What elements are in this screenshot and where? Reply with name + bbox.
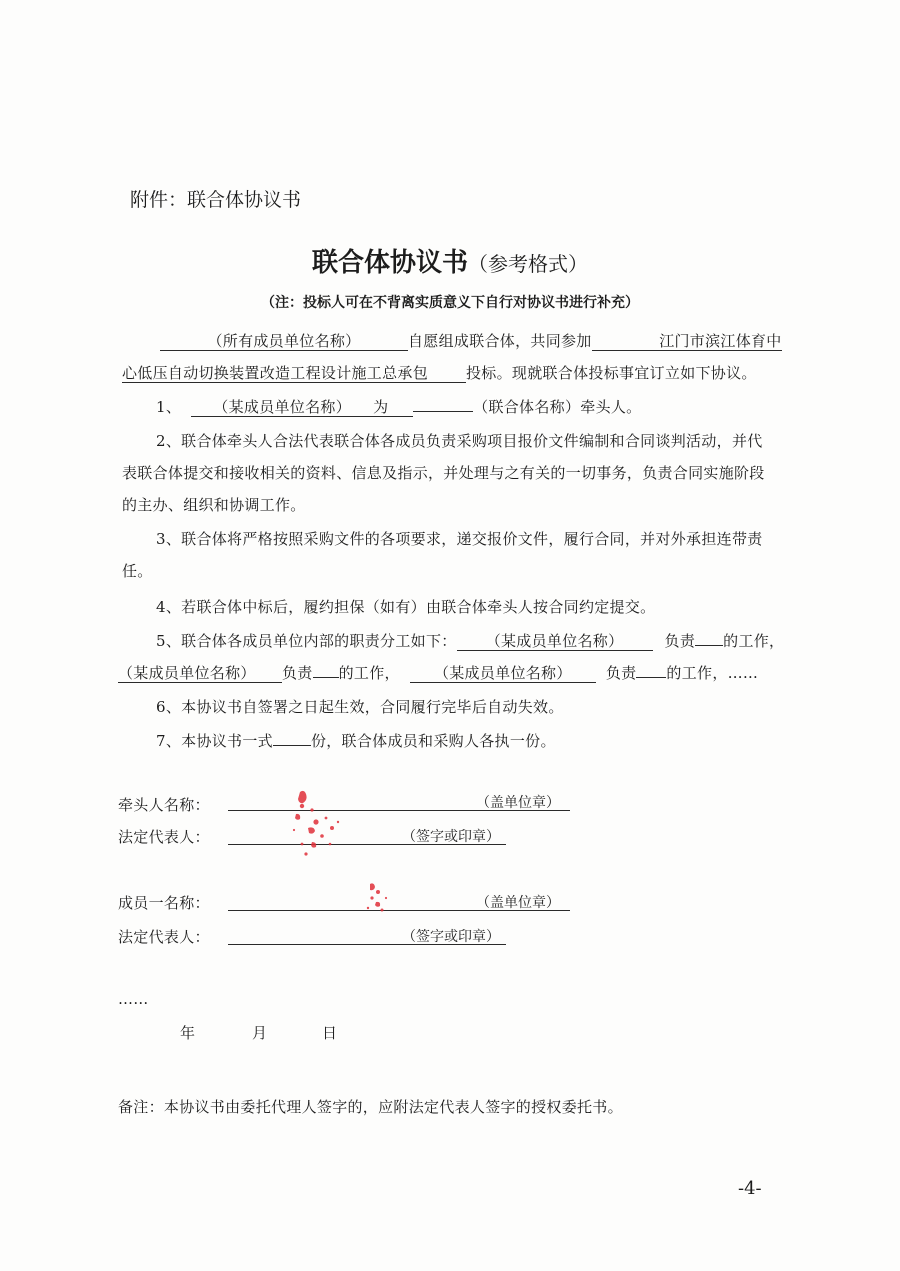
lead-legal-rep-line: [228, 826, 506, 845]
member1-name-label: 成员一名称：: [118, 894, 210, 912]
duty-member-3: （某成员单位名称）: [410, 665, 596, 683]
duty-work-1: 的工作，: [723, 632, 785, 650]
page-number: -4-: [738, 1178, 762, 1199]
consortium-placeholder: （联合体名称）: [473, 398, 581, 416]
project-name-part-2: 心低压自动切换装置改造工程设计施工总承包: [122, 365, 466, 383]
duty-responsible-1: 负责: [664, 632, 696, 650]
date-month: 月: [252, 1024, 268, 1042]
clause-1: [156, 396, 641, 417]
clause-5-lead: 5、联合体各成员单位内部的职责分工如下：: [156, 632, 457, 650]
duty-responsible-3: 负责: [605, 664, 637, 682]
lead-seal-hint: （盖单位章）: [476, 795, 560, 811]
lead-legal-rep-label: 法定代表人：: [118, 828, 210, 846]
clause-6: 6、本协议书自签署之日起生效，合同履行完毕后自动失效。: [156, 698, 564, 716]
duty-ellipsis: ……: [727, 664, 759, 682]
lead-member-placeholder: （某成员单位名称）: [191, 399, 373, 417]
duty-work-2: 的工作，: [338, 664, 400, 682]
intro-text-1: 自愿组成联合体，共同参加: [408, 332, 592, 350]
title-note: （注：投标人可在不背离实质意义下自行对协议书进行补充）: [261, 295, 639, 311]
member1-legal-rep-line: [228, 926, 506, 945]
intro-line-2: [122, 362, 757, 383]
clause-1-num: 1、: [156, 398, 182, 416]
clause-3-line-1: 3、联合体将严格按照采购文件的各项要求，递交报价文件，履行合同，并对外承担连带责: [156, 530, 763, 548]
duty-member-2: （某成员单位名称）: [118, 665, 282, 683]
more-signatures-ellipsis: ……: [118, 990, 149, 1008]
lead-name-label: 牵头人名称：: [118, 796, 210, 814]
clause-2-line-1: 2、联合体牵头人合法代表联合体各成员负责采购项目报价文件编制和合同谈判活动，并代: [156, 432, 763, 450]
title-suffix: （参考格式）: [468, 252, 588, 276]
date-day: 日: [322, 1024, 338, 1042]
clause-1-tail: 牵头人。: [580, 398, 642, 416]
clause-4: 4、若联合体中标后，履约担保（如有）由联合体牵头人按合同约定提交。: [156, 598, 656, 616]
red-seal-stamp-member1: [360, 880, 394, 920]
clause-2-line-3: 的主办、组织和协调工作。: [122, 496, 306, 514]
document-title: [0, 242, 900, 279]
member1-legal-rep-label: 法定代表人：: [118, 928, 210, 946]
clause-7-lead: 7、本协议书一式: [156, 732, 273, 750]
intro-line-1: [160, 330, 782, 351]
lead-sign-hint: （签字或印章）: [402, 829, 500, 845]
clause-2-line-2: 表联合体提交和接收相关的资料、信息及指示，并处理与之有关的一切事务，负责合同实施阶段: [122, 464, 765, 482]
clause-7: [156, 730, 556, 751]
clause-5-line-2: [118, 662, 758, 683]
members-placeholder: （所有成员单位名称）: [160, 333, 408, 351]
member1-name-line: [228, 892, 570, 911]
duty-responsible-2: 负责: [282, 664, 313, 682]
clause-1-is: 为: [373, 399, 413, 417]
member1-sign-hint: （签字或印章）: [402, 929, 500, 945]
member1-seal-hint: （盖单位章）: [476, 895, 560, 911]
attachment-heading: 附件：联合体协议书: [130, 189, 302, 211]
project-name-part-1: 江门市滨江体育中: [592, 333, 782, 351]
red-seal-stamp: [286, 784, 356, 864]
clause-5-line-1: [156, 630, 784, 651]
clause-7-tail: 份，联合体成员和采购人各执一份。: [310, 732, 556, 750]
clause-3-line-2: 任。: [122, 562, 153, 580]
duty-work-3: 的工作，: [666, 664, 728, 682]
date-year: 年: [180, 1024, 196, 1042]
lead-name-line: [228, 792, 570, 811]
title-main: 联合体协议书: [311, 248, 468, 278]
duty-member-1: （某成员单位名称）: [457, 633, 653, 651]
remark: 备注：本协议书由委托代理人签字的，应附法定代表人签字的授权委托书。: [118, 1098, 623, 1116]
intro-text-2: 投标。现就联合体投标事宜订立如下协议。: [466, 364, 757, 382]
